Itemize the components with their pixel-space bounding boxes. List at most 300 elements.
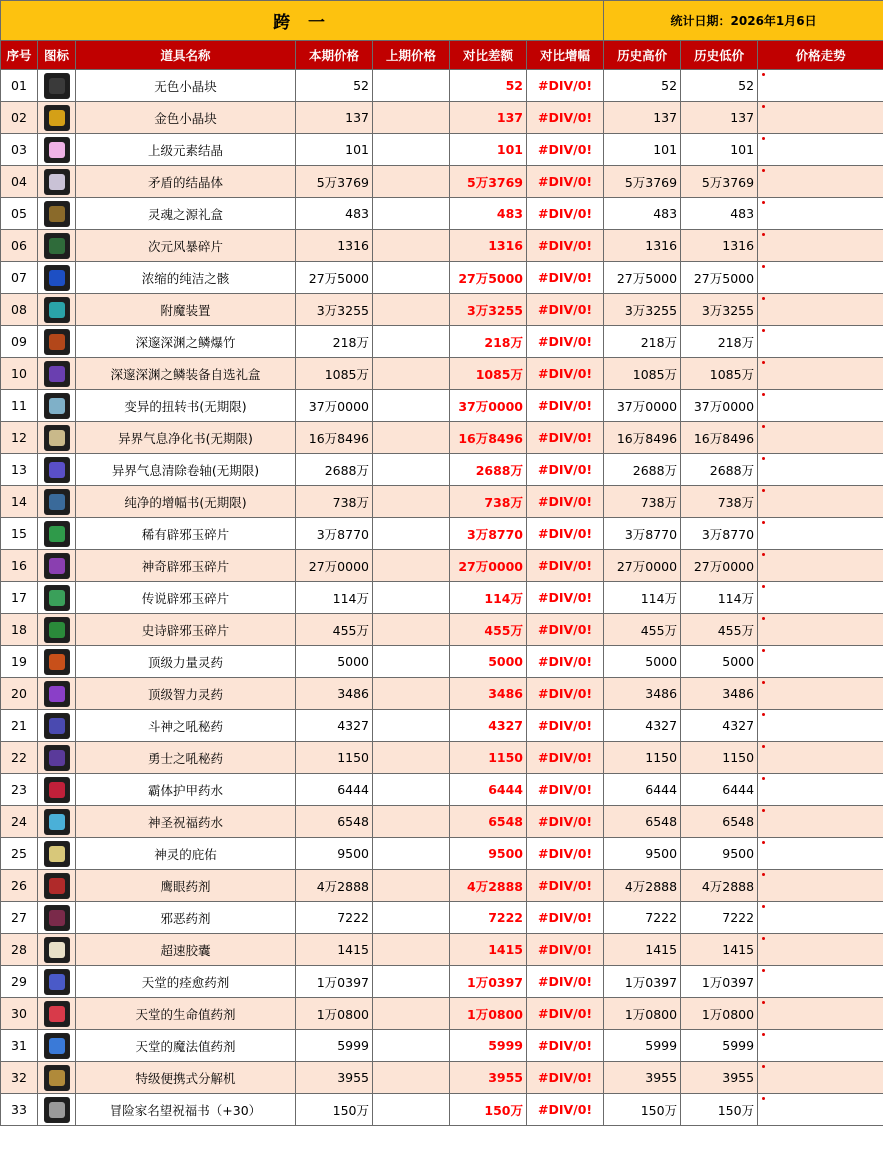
price-diff: 1万0397: [450, 966, 527, 998]
row-number: 09: [1, 326, 38, 358]
price-trend: [758, 454, 883, 486]
table-row: [1, 1094, 883, 1126]
price-change: #DIV/0!: [527, 70, 604, 102]
price-trend: [758, 518, 883, 550]
icon-glyph: [49, 750, 65, 766]
history-low: 3万3255: [681, 294, 758, 326]
price-diff: 5000: [450, 646, 527, 678]
history-high: 483: [604, 198, 681, 230]
row-number: 22: [1, 742, 38, 774]
row-number: 24: [1, 806, 38, 838]
item-name: 勇士之吼秘药: [76, 742, 296, 774]
icon-glyph: [49, 686, 65, 702]
trend-point: [762, 1001, 765, 1004]
icon-glyph: [49, 78, 65, 94]
soul-gift-box-icon: [44, 201, 70, 227]
icon-glyph: [49, 558, 65, 574]
price-change: #DIV/0!: [527, 614, 604, 646]
price-change: #DIV/0!: [527, 1094, 604, 1126]
price-trend: [758, 166, 883, 198]
history-low: 114万: [681, 582, 758, 614]
table-row: [1, 326, 883, 358]
row-number: 27: [1, 902, 38, 934]
price-diff: 455万: [450, 614, 527, 646]
current-price: 3万8770: [296, 518, 373, 550]
divine-protection-icon: [44, 841, 70, 867]
row-icon-cell: [38, 230, 76, 262]
current-price: 101: [296, 134, 373, 166]
table-row: [1, 902, 883, 934]
row-icon-cell: [38, 550, 76, 582]
history-low: 1万0800: [681, 998, 758, 1030]
trend-point: [762, 425, 765, 428]
abyss-gear-box-icon: [44, 361, 70, 387]
icon-glyph: [49, 622, 65, 638]
history-high: 27万0000: [604, 550, 681, 582]
trend-point: [762, 137, 765, 140]
price-diff: 1316: [450, 230, 527, 262]
table-row: [1, 550, 883, 582]
price-trend: [758, 806, 883, 838]
row-icon-cell: [38, 806, 76, 838]
price-change: #DIV/0!: [527, 870, 604, 902]
trend-point: [762, 873, 765, 876]
price-change: #DIV/0!: [527, 678, 604, 710]
icon-glyph: [49, 302, 65, 318]
col-header-name: 道具名称: [76, 41, 296, 70]
row-icon-cell: [38, 710, 76, 742]
item-name: 冒险家名望祝福书（+30）: [76, 1094, 296, 1126]
price-trend: [758, 710, 883, 742]
history-low: 3486: [681, 678, 758, 710]
row-icon-cell: [38, 774, 76, 806]
previous-price: [373, 870, 450, 902]
amplify-scroll-icon: [44, 489, 70, 515]
clear-scroll-icon: [44, 457, 70, 483]
price-change: #DIV/0!: [527, 518, 604, 550]
icon-glyph: [49, 590, 65, 606]
current-price: 5万3769: [296, 166, 373, 198]
item-name: 上级元素结晶: [76, 134, 296, 166]
row-number: 13: [1, 454, 38, 486]
row-icon-cell: [38, 262, 76, 294]
icon-glyph: [49, 430, 65, 446]
pure-essence-icon: [44, 265, 70, 291]
price-change: #DIV/0!: [527, 230, 604, 262]
table-row: [1, 582, 883, 614]
history-high: 1085万: [604, 358, 681, 390]
table-row: [1, 646, 883, 678]
warrior-potion-icon: [44, 745, 70, 771]
icon-glyph: [49, 526, 65, 542]
previous-price: [373, 710, 450, 742]
item-name: 变异的扭转书(无期限): [76, 390, 296, 422]
current-price: 1415: [296, 934, 373, 966]
row-number: 33: [1, 1094, 38, 1126]
previous-price: [373, 422, 450, 454]
trend-point: [762, 201, 765, 204]
row-icon-cell: [38, 518, 76, 550]
price-diff: 6444: [450, 774, 527, 806]
icon-glyph: [49, 654, 65, 670]
adventurer-blessing-book-icon: [44, 1097, 70, 1123]
price-diff: 5999: [450, 1030, 527, 1062]
row-icon-cell: [38, 198, 76, 230]
history-low: 37万0000: [681, 390, 758, 422]
history-low: 455万: [681, 614, 758, 646]
column-header-row: [1, 41, 883, 70]
price-trend: [758, 358, 883, 390]
history-low: 27万5000: [681, 262, 758, 294]
price-trend: [758, 326, 883, 358]
history-low: 7222: [681, 902, 758, 934]
previous-price: [373, 518, 450, 550]
table-row: [1, 774, 883, 806]
trend-point: [762, 585, 765, 588]
history-high: 1150: [604, 742, 681, 774]
item-name: 次元风暴碎片: [76, 230, 296, 262]
price-trend: [758, 646, 883, 678]
history-low: 1150: [681, 742, 758, 774]
table-row: [1, 806, 883, 838]
item-name: 霸体护甲药水: [76, 774, 296, 806]
history-low: 6444: [681, 774, 758, 806]
history-high: 137: [604, 102, 681, 134]
history-low: 1085万: [681, 358, 758, 390]
heaven-heal-potion-icon: [44, 969, 70, 995]
price-trend: [758, 262, 883, 294]
previous-price: [373, 614, 450, 646]
table-row: [1, 678, 883, 710]
war-god-potion-icon: [44, 713, 70, 739]
item-name: 邪恶药剂: [76, 902, 296, 934]
row-icon-cell: [38, 902, 76, 934]
current-price: 5999: [296, 1030, 373, 1062]
price-change: #DIV/0!: [527, 326, 604, 358]
history-low: 483: [681, 198, 758, 230]
price-change: #DIV/0!: [527, 838, 604, 870]
price-change: #DIV/0!: [527, 198, 604, 230]
row-icon-cell: [38, 422, 76, 454]
price-trend: [758, 678, 883, 710]
trend-point: [762, 713, 765, 716]
col-header-low: 历史低价: [681, 41, 758, 70]
current-price: 5000: [296, 646, 373, 678]
gold-crystal-icon: [44, 105, 70, 131]
icon-glyph: [49, 494, 65, 510]
history-high: 218万: [604, 326, 681, 358]
table-row: [1, 262, 883, 294]
trend-point: [762, 905, 765, 908]
icon-glyph: [49, 142, 65, 158]
evil-potion-icon: [44, 905, 70, 931]
enchant-device-icon: [44, 297, 70, 323]
icon-glyph: [49, 366, 65, 382]
current-price: 6444: [296, 774, 373, 806]
history-low: 2688万: [681, 454, 758, 486]
row-number: 16: [1, 550, 38, 582]
icon-glyph: [49, 1070, 65, 1086]
trend-point: [762, 649, 765, 652]
trend-point: [762, 521, 765, 524]
trend-point: [762, 489, 765, 492]
contradiction-crystal-icon: [44, 169, 70, 195]
table-row: [1, 518, 883, 550]
icon-glyph: [49, 174, 65, 190]
price-trend: [758, 966, 883, 998]
epic-jade-shard-icon: [44, 617, 70, 643]
price-trend: [758, 70, 883, 102]
history-high: 37万0000: [604, 390, 681, 422]
table-row: [1, 422, 883, 454]
table-row: [1, 390, 883, 422]
speed-capsule-icon: [44, 937, 70, 963]
title-row: [1, 1, 883, 41]
history-low: 5000: [681, 646, 758, 678]
trend-point: [762, 1065, 765, 1068]
trend-point: [762, 841, 765, 844]
trend-point: [762, 105, 765, 108]
row-icon-cell: [38, 998, 76, 1030]
previous-price: [373, 358, 450, 390]
row-icon-cell: [38, 70, 76, 102]
price-trend: [758, 870, 883, 902]
price-trend: [758, 902, 883, 934]
price-diff: 52: [450, 70, 527, 102]
history-high: 455万: [604, 614, 681, 646]
row-number: 10: [1, 358, 38, 390]
row-icon-cell: [38, 614, 76, 646]
current-price: 27万5000: [296, 262, 373, 294]
trend-point: [762, 265, 765, 268]
row-number: 29: [1, 966, 38, 998]
price-change: #DIV/0!: [527, 1062, 604, 1094]
current-price: 16万8496: [296, 422, 373, 454]
row-icon-cell: [38, 358, 76, 390]
price-change: #DIV/0!: [527, 582, 604, 614]
price-diff: 1085万: [450, 358, 527, 390]
history-low: 101: [681, 134, 758, 166]
previous-price: [373, 230, 450, 262]
icon-glyph: [49, 1038, 65, 1054]
row-number: 20: [1, 678, 38, 710]
trend-point: [762, 297, 765, 300]
previous-price: [373, 454, 450, 486]
colorless-crystal-icon: [44, 73, 70, 99]
item-name: 神奇辟邪玉碎片: [76, 550, 296, 582]
price-diff: 2688万: [450, 454, 527, 486]
price-trend: [758, 1094, 883, 1126]
row-icon-cell: [38, 838, 76, 870]
previous-price: [373, 838, 450, 870]
price-diff: 1415: [450, 934, 527, 966]
item-name: 顶级力量灵药: [76, 646, 296, 678]
icon-glyph: [49, 1102, 65, 1118]
price-trend: [758, 294, 883, 326]
trend-point: [762, 169, 765, 172]
icon-glyph: [49, 270, 65, 286]
table-row: [1, 934, 883, 966]
history-high: 6548: [604, 806, 681, 838]
item-name: 无色小晶块: [76, 70, 296, 102]
row-number: 11: [1, 390, 38, 422]
price-change: #DIV/0!: [527, 358, 604, 390]
row-number: 01: [1, 70, 38, 102]
row-icon-cell: [38, 966, 76, 998]
price-trend: [758, 614, 883, 646]
current-price: 3955: [296, 1062, 373, 1094]
history-high: 5万3769: [604, 166, 681, 198]
price-trend: [758, 486, 883, 518]
history-high: 2688万: [604, 454, 681, 486]
row-icon-cell: [38, 934, 76, 966]
icon-glyph: [49, 814, 65, 830]
history-high: 1万0397: [604, 966, 681, 998]
history-high: 3486: [604, 678, 681, 710]
row-number: 06: [1, 230, 38, 262]
price-change: #DIV/0!: [527, 742, 604, 774]
item-name: 天堂的魔法值药剂: [76, 1030, 296, 1062]
table-row: [1, 1062, 883, 1094]
price-change: #DIV/0!: [527, 774, 604, 806]
table-row: [1, 742, 883, 774]
item-name: 异界气息清除卷轴(无期限): [76, 454, 296, 486]
eagle-eye-potion-icon: [44, 873, 70, 899]
previous-price: [373, 1030, 450, 1062]
price-diff: 27万0000: [450, 550, 527, 582]
trend-point: [762, 73, 765, 76]
icon-glyph: [49, 398, 65, 414]
previous-price: [373, 198, 450, 230]
history-high: 6444: [604, 774, 681, 806]
history-high: 16万8496: [604, 422, 681, 454]
col-header-previous: 上期价格: [373, 41, 450, 70]
item-name: 天堂的生命值药剂: [76, 998, 296, 1030]
icon-glyph: [49, 782, 65, 798]
row-number: 05: [1, 198, 38, 230]
icon-glyph: [49, 462, 65, 478]
history-high: 4万2888: [604, 870, 681, 902]
history-low: 3万8770: [681, 518, 758, 550]
row-icon-cell: [38, 1094, 76, 1126]
table-row: [1, 486, 883, 518]
current-price: 2688万: [296, 454, 373, 486]
price-diff: 27万5000: [450, 262, 527, 294]
previous-price: [373, 294, 450, 326]
price-change: #DIV/0!: [527, 902, 604, 934]
row-icon-cell: [38, 582, 76, 614]
history-low: 6548: [681, 806, 758, 838]
price-diff: 483: [450, 198, 527, 230]
row-number: 15: [1, 518, 38, 550]
previous-price: [373, 582, 450, 614]
price-trend: [758, 198, 883, 230]
previous-price: [373, 902, 450, 934]
item-name: 斗神之吼秘药: [76, 710, 296, 742]
item-name: 深邃深渊之鳞爆竹: [76, 326, 296, 358]
item-name: 史诗辟邪玉碎片: [76, 614, 296, 646]
current-price: 1万0397: [296, 966, 373, 998]
current-price: 4327: [296, 710, 373, 742]
price-change: #DIV/0!: [527, 390, 604, 422]
price-trend: [758, 998, 883, 1030]
previous-price: [373, 998, 450, 1030]
heaven-hp-potion-icon: [44, 1001, 70, 1027]
icon-glyph: [49, 110, 65, 126]
row-icon-cell: [38, 486, 76, 518]
item-name: 神灵的庇佑: [76, 838, 296, 870]
item-name: 特级便携式分解机: [76, 1062, 296, 1094]
price-change: #DIV/0!: [527, 934, 604, 966]
price-change: #DIV/0!: [527, 454, 604, 486]
unique-jade-shard-icon: [44, 553, 70, 579]
previous-price: [373, 646, 450, 678]
trend-point: [762, 233, 765, 236]
history-low: 4327: [681, 710, 758, 742]
price-diff: 3万8770: [450, 518, 527, 550]
price-diff: 37万0000: [450, 390, 527, 422]
history-low: 218万: [681, 326, 758, 358]
price-trend: [758, 102, 883, 134]
col-header-no: 序号: [1, 41, 38, 70]
price-diff: 4327: [450, 710, 527, 742]
history-high: 3万8770: [604, 518, 681, 550]
previous-price: [373, 1094, 450, 1126]
current-price: 1150: [296, 742, 373, 774]
price-diff: 218万: [450, 326, 527, 358]
row-number: 14: [1, 486, 38, 518]
trend-point: [762, 617, 765, 620]
previous-price: [373, 102, 450, 134]
item-name: 纯净的增幅书(无期限): [76, 486, 296, 518]
previous-price: [373, 70, 450, 102]
table-row: [1, 870, 883, 902]
price-trend: [758, 934, 883, 966]
current-price: 738万: [296, 486, 373, 518]
trend-point: [762, 553, 765, 556]
price-change: #DIV/0!: [527, 710, 604, 742]
history-low: 1316: [681, 230, 758, 262]
current-price: 150万: [296, 1094, 373, 1126]
row-number: 08: [1, 294, 38, 326]
row-number: 03: [1, 134, 38, 166]
history-high: 1万0800: [604, 998, 681, 1030]
current-price: 1316: [296, 230, 373, 262]
row-icon-cell: [38, 326, 76, 358]
previous-price: [373, 550, 450, 582]
price-change: #DIV/0!: [527, 646, 604, 678]
history-high: 7222: [604, 902, 681, 934]
row-icon-cell: [38, 1062, 76, 1094]
history-high: 738万: [604, 486, 681, 518]
row-number: 23: [1, 774, 38, 806]
col-header-diff: 对比差额: [450, 41, 527, 70]
price-change: #DIV/0!: [527, 966, 604, 998]
current-price: 52: [296, 70, 373, 102]
price-change: #DIV/0!: [527, 486, 604, 518]
row-number: 28: [1, 934, 38, 966]
table-row: [1, 838, 883, 870]
icon-glyph: [49, 718, 65, 734]
previous-price: [373, 390, 450, 422]
icon-glyph: [49, 238, 65, 254]
item-name: 矛盾的结晶体: [76, 166, 296, 198]
row-number: 30: [1, 998, 38, 1030]
stat-date: 统计日期：2026年1月6日: [604, 1, 883, 41]
row-icon-cell: [38, 102, 76, 134]
price-change: #DIV/0!: [527, 998, 604, 1030]
item-name: 浓缩的纯洁之骸: [76, 262, 296, 294]
